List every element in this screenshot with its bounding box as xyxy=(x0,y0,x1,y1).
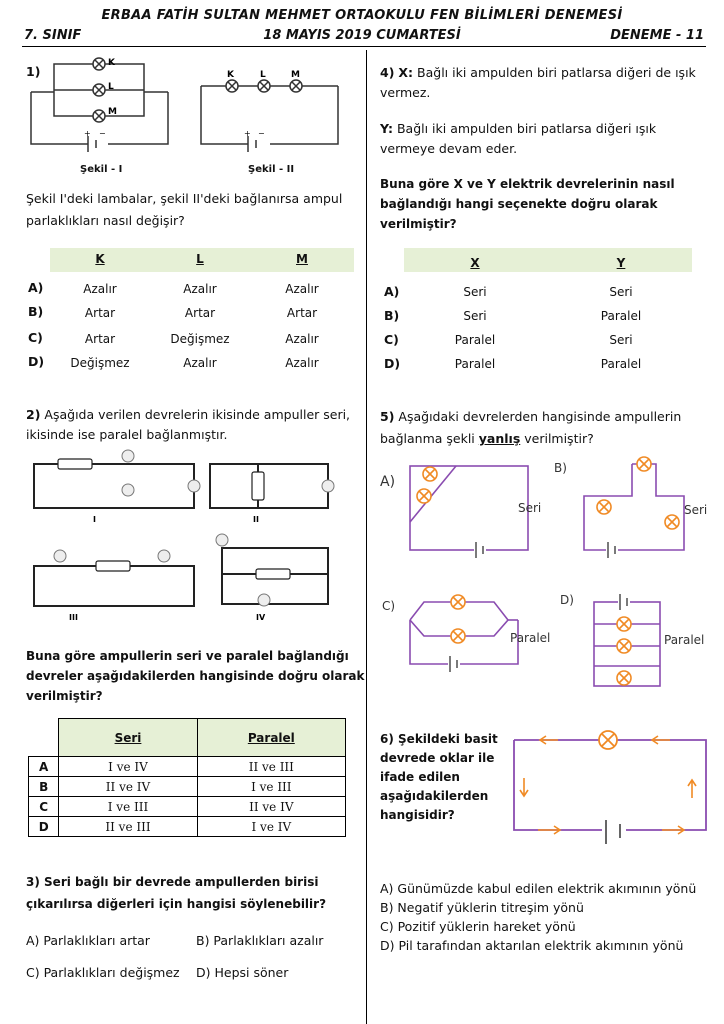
q2-option-a-letter: A xyxy=(29,757,59,777)
q6-text-line5: hangisidir? xyxy=(380,808,455,822)
q2-d-seri: II ve III xyxy=(59,817,197,837)
q6-option-b[interactable]: B) Negatif yüklerin titreşim yönü xyxy=(380,900,584,915)
q1-option-b-letter: B) xyxy=(28,304,44,319)
column-divider xyxy=(366,50,367,1024)
q6-number: 6) xyxy=(380,732,394,746)
q1-figure-1 xyxy=(26,52,176,162)
q5-tag-a: Seri xyxy=(518,501,542,515)
q1-col-m: M xyxy=(296,252,308,266)
q1-text-line1: Şekil I'deki lambalar, şekil II'deki bağlanırsa ampul xyxy=(26,191,343,206)
q4-option-d-letter: D) xyxy=(384,356,401,371)
q3-text-line1 xyxy=(26,872,318,893)
exam-title: ERBAA FATİH SULTAN MEHMET ORTAOKULU FEN BİLİMLERİ DENEMESİ xyxy=(101,8,623,23)
q6-option-c[interactable]: C) Pozitif yüklerin hareket yönü xyxy=(380,919,576,934)
q1-text-line2: parlaklıkları nasıl değişir? xyxy=(26,213,185,228)
q2-text-1: Aşağıda verilen devrelerin ikisinde ampuller seri, xyxy=(44,407,351,422)
q2-ask-line1: Buna göre ampullerin seri ve paralel bağlandığı xyxy=(26,649,349,663)
q2-text-line2: ikisinde ise paralel bağlanmıştır. xyxy=(26,427,228,442)
q2-b-paralel: I ve III xyxy=(197,777,345,797)
q4-a-x: Seri xyxy=(463,285,487,299)
q1-c-m: Azalır xyxy=(285,332,319,346)
q6-text-1: Şekildeki basit xyxy=(398,732,498,746)
q4-ask-line2: bağlandığı hangi seçenekte doğru olarak xyxy=(380,197,658,211)
q2-option-b[interactable] xyxy=(29,777,346,797)
q1-a-l: Azalır xyxy=(183,282,217,296)
q4-option-b-letter: B) xyxy=(384,308,400,323)
exam-number: DENEME - 11 xyxy=(610,28,704,43)
q6-circuit xyxy=(510,726,710,856)
q4-text-y-line2: vermeye devam eder. xyxy=(380,141,518,156)
q1-a-m: Azalır xyxy=(285,282,319,296)
q4-y-text-1: Bağlı iki ampulden biri patlarsa diğeri ışık xyxy=(396,121,657,136)
q2-text-line1 xyxy=(26,404,350,425)
q6-text-line4: aşağıdakilerden xyxy=(380,789,489,803)
q1-d-l: Azalır xyxy=(183,356,217,370)
q4-y-label: Y: xyxy=(380,121,393,136)
q2-option-a[interactable] xyxy=(29,757,346,777)
q1-number: 1) xyxy=(26,64,41,79)
q3-text-line2: çıkarılırsa diğerleri için hangisi söylenebilir? xyxy=(26,897,327,911)
q2-option-d[interactable] xyxy=(29,817,346,837)
q2-a-paralel: II ve III xyxy=(197,757,345,777)
q1-option-c-letter: C) xyxy=(28,330,43,345)
q2-col-seri: Seri xyxy=(59,719,197,757)
q1-lamp-m-label: M xyxy=(108,107,117,117)
q2-number: 2) xyxy=(26,407,41,422)
q5-tag-d: Paralel xyxy=(664,633,705,647)
q2-circuit-figures xyxy=(24,448,344,623)
q5-tag-c: Paralel xyxy=(510,631,551,645)
q6-text-line2: devrede oklar ile xyxy=(380,751,495,765)
q2-a-seri: I ve IV xyxy=(59,757,197,777)
q5-text-line2 xyxy=(380,428,594,449)
q5-opt-c[interactable]: C) xyxy=(382,599,396,613)
q3-number: 3) xyxy=(26,875,40,889)
q2-b-seri: II ve IV xyxy=(59,777,197,797)
q4-x-text-1: Bağlı iki ampulden biri patlarsa diğeri de ışık xyxy=(417,65,696,80)
q1-b-l: Artar xyxy=(184,306,216,320)
q5-opt-d[interactable]: D) xyxy=(560,593,574,607)
q6-text-line1 xyxy=(380,730,498,749)
q2-d-paralel: I ve IV xyxy=(197,817,345,837)
q3-option-d[interactable]: D) Hepsi söner xyxy=(196,965,289,980)
q1-a-k: Azalır xyxy=(83,282,117,296)
q3-option-b[interactable]: B) Parlaklıkları azalır xyxy=(196,933,324,948)
q1-b-m: Artar xyxy=(286,306,318,320)
q4-option-a-letter: A) xyxy=(384,284,400,299)
q5-text-2b: verilmiştir? xyxy=(520,431,594,446)
q1-c-k: Artar xyxy=(84,332,116,346)
q5-opt-b[interactable]: B) xyxy=(554,461,567,475)
q4-c-y: Seri xyxy=(609,333,633,347)
svg-text:+: + xyxy=(244,129,251,138)
q4-text-x-line2: vermez. xyxy=(380,85,431,100)
q1-figure-2-label: Şekil - II xyxy=(248,164,295,175)
q1-c-l: Değişmez xyxy=(170,332,230,346)
q2-label-iii: III xyxy=(69,613,78,622)
q6-option-a[interactable]: A) Günümüzde kabul edilen elektrik akımının yönü xyxy=(380,881,697,896)
q2-label-i: I xyxy=(93,515,96,524)
q4-text-y-line1 xyxy=(380,118,656,139)
q5-text-line1 xyxy=(380,406,681,427)
q1-option-a-letter: A) xyxy=(28,280,44,295)
q4-ask-line1: Buna göre X ve Y elektrik devrelerinin nasıl xyxy=(380,177,675,191)
q4-number: 4) xyxy=(380,65,395,80)
q6-text-line3: ifade edilen xyxy=(380,770,460,784)
q3-option-c[interactable]: C) Parlaklıkları değişmez xyxy=(26,965,180,980)
q1-col-k: K xyxy=(95,252,105,266)
q4-d-y: Paralel xyxy=(600,357,642,371)
q5-number: 5) xyxy=(380,409,395,424)
q4-text-x-line1 xyxy=(380,62,696,83)
q2-label-iv: IV xyxy=(256,613,266,622)
q4-b-x: Seri xyxy=(463,309,487,323)
q1-fig2-l: L xyxy=(260,70,266,80)
q1-figure-1-label: Şekil - I xyxy=(80,164,123,175)
q5-opt-a[interactable]: A) xyxy=(380,474,396,490)
grade-label: 7. SINIF xyxy=(24,28,82,43)
q1-lamp-k-label: K xyxy=(108,58,115,68)
q2-ask-line2: devreler aşağıdakilerden hangisinde doğru olarak xyxy=(26,669,365,683)
q5-text-2a: bağlanma şekli xyxy=(380,431,479,446)
q4-c-x: Paralel xyxy=(454,333,496,347)
q4-ask-line3: verilmiştir? xyxy=(380,217,457,231)
svg-text:−: − xyxy=(258,129,265,138)
q2-label-ii: II xyxy=(253,515,259,524)
q1-d-m: Azalır xyxy=(285,356,319,370)
q2-option-c[interactable] xyxy=(29,797,346,817)
q5-text-wrong: yanlış xyxy=(478,431,521,446)
q2-option-b-letter: B xyxy=(29,777,59,797)
q1-fig2-m: M xyxy=(291,70,300,80)
q2-answer-table xyxy=(28,718,346,837)
q4-col-y: Y xyxy=(616,256,626,270)
q1-d-k: Değişmez xyxy=(70,356,130,370)
q6-option-d[interactable]: D) Pil tarafından aktarılan elektrik akımının yönü xyxy=(380,938,684,953)
q1-fig2-k: K xyxy=(227,70,234,80)
q4-col-x: X xyxy=(470,256,480,270)
q4-a-y: Seri xyxy=(609,285,633,299)
q3-text-1: Seri bağlı bir devrede ampullerden birisi xyxy=(44,875,319,889)
exam-date: 18 MAYIS 2019 CUMARTESİ xyxy=(263,28,461,43)
q3-option-a[interactable]: A) Parlaklıkları artar xyxy=(26,933,150,948)
q2-option-d-letter: D xyxy=(29,817,59,837)
q4-x-label: X: xyxy=(398,65,414,80)
svg-text:+: + xyxy=(84,129,91,138)
q2-col-paralel: Paralel xyxy=(197,719,345,757)
q2-c-paralel: II ve IV xyxy=(197,797,345,817)
header-divider xyxy=(22,46,706,47)
q1-col-l: L xyxy=(196,252,204,266)
q2-option-c-letter: C xyxy=(29,797,59,817)
q4-d-x: Paralel xyxy=(454,357,496,371)
q4-option-c-letter: C) xyxy=(384,332,399,347)
q5-text-1: Aşağıdaki devrelerden hangisinde ampullerin xyxy=(398,409,682,424)
q1-lamp-l-label: L xyxy=(108,82,114,92)
q2-c-seri: I ve III xyxy=(59,797,197,817)
q5-circuit-options xyxy=(376,452,716,692)
q1-figure-2 xyxy=(198,70,348,154)
svg-text:−: − xyxy=(99,129,106,138)
q4-b-y: Paralel xyxy=(600,309,642,323)
q5-tag-b: Seri xyxy=(684,503,708,517)
q2-ask-line3: verilmiştir? xyxy=(26,689,103,703)
q1-b-k: Artar xyxy=(84,306,116,320)
q1-option-d-letter: D) xyxy=(28,354,45,369)
